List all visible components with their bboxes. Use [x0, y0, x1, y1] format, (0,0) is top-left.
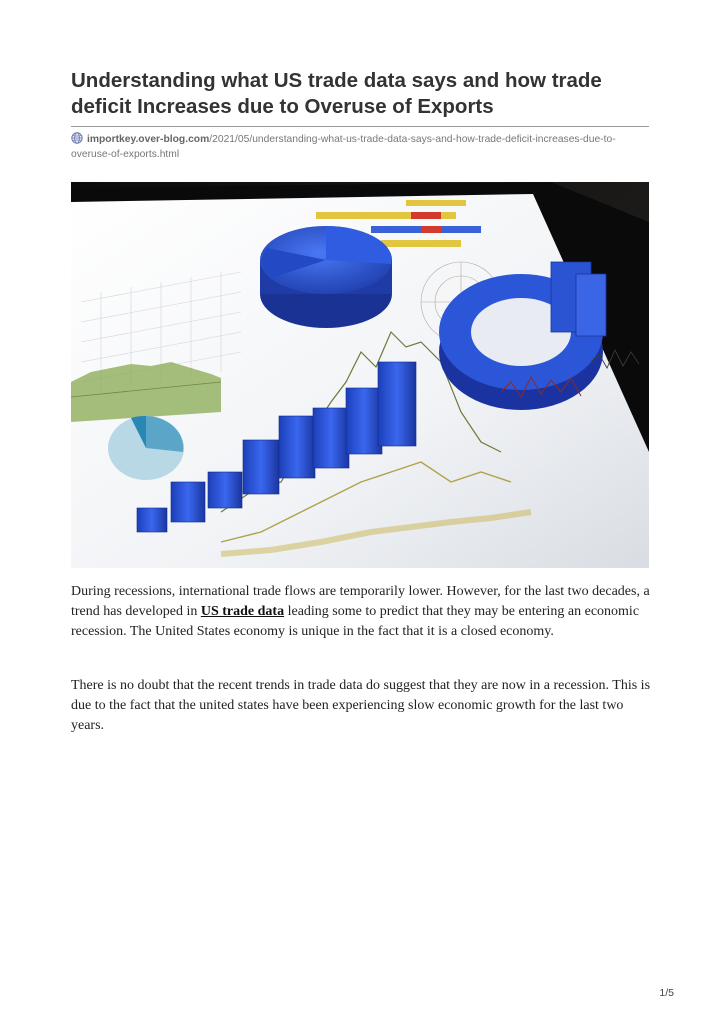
- hero-image: [71, 182, 649, 568]
- article-title: Understanding what US trade data says and how trade deficit Increases due to Overuse of Exports: [71, 69, 602, 118]
- us-trade-data-link[interactable]: US trade data: [200, 604, 285, 619]
- title-divider: [71, 126, 649, 127]
- page-number: 1/5: [659, 987, 674, 999]
- source-url[interactable]: [71, 132, 651, 162]
- source-path: /2021/05/understanding-what-us-trade-data-says-and-how-trade-deficit-increases-due-to-overuse-of-exports.html: [71, 134, 616, 160]
- paragraph-1: [71, 582, 651, 642]
- paragraph-1-text-end: leading some to predict that they may be entering an economic recession. The United States economy is unique in the fact that it is a closed economy.: [71, 604, 640, 639]
- paragraph-1-text-start: During recessions, international trade flows are temporarily lower. However, for the last two decades, a trend has developed in: [71, 584, 650, 619]
- globe-icon: [71, 132, 83, 144]
- source-host: importkey.over-blog.com: [87, 134, 210, 145]
- paragraph-2: There is no doubt that the recent trends in trade data do suggest that they are now in a recession. This is due to the fact that the united states have been experiencing slow economic growth for the last two years.: [71, 678, 651, 733]
